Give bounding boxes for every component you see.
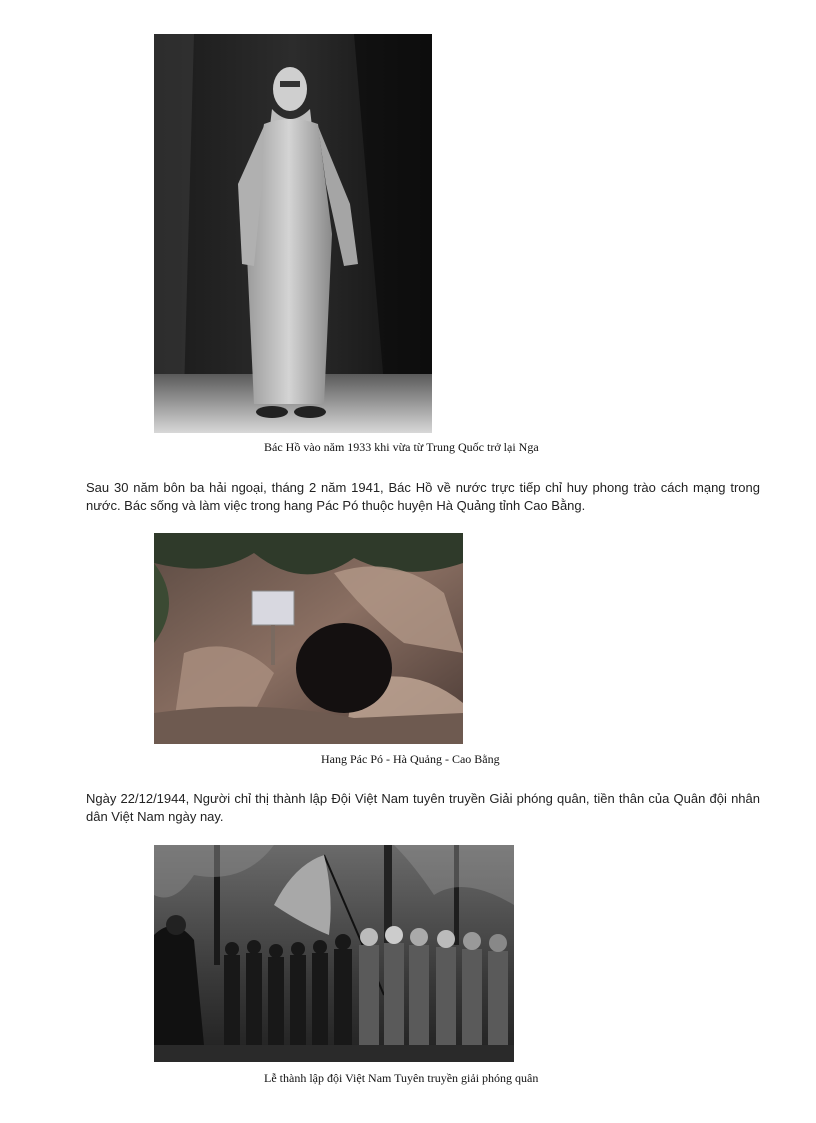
photo1-caption: Bác Hồ vào năm 1933 khi vừa từ Trung Quốc trở lại Nga — [264, 440, 539, 454]
paragraph-1: Sau 30 năm bôn ba hải ngoại, tháng 2 năm 1941, Bác Hồ về nước trực tiếp chỉ huy phong trào cách mạng trong nước. Bác sống và làm việc trong hang Pác Pó thuộc huyện Hà Quảng tỉnh Cao Bằng. — [86, 480, 760, 513]
photo3-caption: Lễ thành lập đội Việt Nam Tuyên truyền giải phóng quân — [264, 1071, 539, 1085]
founding-ceremony-photo — [154, 845, 514, 1062]
paragraph-2: Ngày 22/12/1944, Người chỉ thị thành lập Đội Việt Nam tuyên truyền Giải phóng quân, tiền thân của Quân đội nhân dân Việt Nam ngày nay. — [86, 791, 760, 824]
portrait-photo — [154, 34, 432, 433]
photo2-caption: Hang Pác Pó - Hà Quảng - Cao Bằng — [321, 752, 500, 766]
pac-bo-cave-photo — [154, 533, 463, 744]
